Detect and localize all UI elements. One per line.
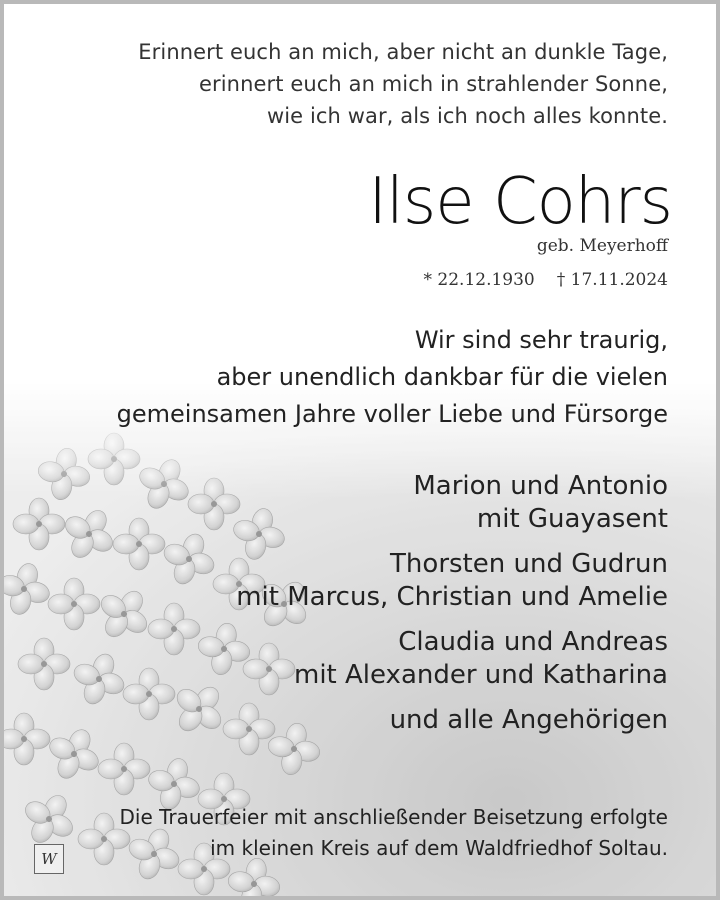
life-dates <box>424 270 669 290</box>
mourning-message <box>117 322 668 433</box>
message-line: gemeinsamen Jahre voller Liebe und Fürsorge <box>116 400 668 428</box>
family-group <box>236 626 668 692</box>
deceased-name: Ilse Cohrs <box>368 165 672 239</box>
birth-date: * 22.12.1930 <box>423 270 535 290</box>
family-names: Claudia und Andreas <box>398 627 668 657</box>
message-line: Wir sind sehr traurig, <box>414 326 668 354</box>
mourners-list <box>236 470 668 737</box>
death-date: † 17.11.2024 <box>556 270 668 290</box>
family-children: mit Marcus, Christian und Amelie <box>236 582 668 612</box>
family-names: Marion und Antonio <box>413 471 668 501</box>
funeral-line: im kleinen Kreis auf dem Waldfriedhof Soltau. <box>210 836 668 860</box>
family-children: mit Guayasent <box>476 504 668 534</box>
publisher-logo-icon: W <box>34 844 64 874</box>
memorial-poem <box>138 36 668 132</box>
family-group <box>236 548 668 614</box>
other-relatives: und alle Angehörigen <box>389 705 668 735</box>
family-names: Thorsten und Gudrun <box>390 549 668 579</box>
funeral-line: Die Trauerfeier mit anschließender Beisetzung erfolgte <box>119 805 668 829</box>
family-children: mit Alexander und Katharina <box>294 660 668 690</box>
birth-name: geb. Meyerhoff <box>536 236 668 256</box>
obituary-content <box>4 4 716 896</box>
family-group <box>236 470 668 536</box>
poem-line: wie ich war, als ich noch alles konnte. <box>266 104 668 128</box>
poem-line: Erinnert euch an mich, aber nicht an dunkle Tage, <box>138 40 668 64</box>
funeral-notice <box>120 802 668 864</box>
poem-line: erinnert euch an mich in strahlender Sonne, <box>198 72 668 96</box>
message-line: aber unendlich dankbar für die vielen <box>216 363 668 391</box>
